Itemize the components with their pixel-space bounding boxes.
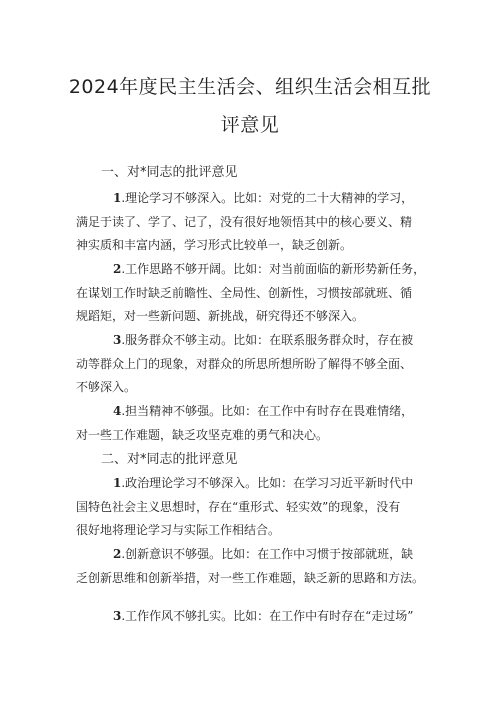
paragraph-line: 对一些工作难题，缺乏攻坚克难的勇气和决心。 [76,428,329,442]
item-number: 4 [113,404,122,418]
item-number: 3 [113,333,122,347]
item-number: 1 [113,476,122,490]
paragraph-text: .服务群众不够主动。比如：在联系服务群众时，存在被 [121,333,414,347]
paragraph-line: 不够深入。 [76,380,137,394]
paragraph-line: 规蹈矩，对一些新问题、新挑战，研究得还不够深入。 [76,309,365,323]
paragraph-line [113,474,436,491]
item-number: 2 [113,262,122,276]
paragraph-text: .工作思路不够开阔。比如：对当前面临的新形势新任务， [121,262,426,276]
paragraph-line [113,545,436,562]
paragraph-line: 神实质和丰富内涵，学习形式比较单一，缺乏创新。 [76,238,353,252]
paragraph-line: 在谋划工作时缺乏前瞻性、全局性、创新性，习惯按部就班、循 [76,286,413,300]
paragraph-text: .工作作风不够扎实。比如：在工作中有时存在“走过场” [121,609,414,623]
paragraph-line [113,607,436,624]
paragraph-line [113,260,436,277]
document-title-line-1: 2024年度民主生活会、组织生活会相互批 [68,76,432,98]
item-number: 3 [113,609,122,623]
paragraph-line: 乏创新思维和创新举措，对一些工作难题，缺乏新的思路和方法。 [76,571,425,585]
paragraph-line: 动等群众上门的现象，对群众的所思所想所盼了解得不够全面、 [76,357,413,371]
section-1-heading: 一、对*同志的批评意见 [101,165,238,180]
paragraph-line: 很好地将理论学习与实际工作相结合。 [76,523,281,537]
document-title-line-2: 评意见 [220,114,280,136]
paragraph-text: .政治理论学习不够深入。比如：在学习习近平新时代中 [121,476,414,490]
paragraph-line: 国特色社会主义思想时，存在“重形式、轻实效”的现象，没有 [76,500,401,514]
paragraph-line: 满足于读了、学了、记了，没有很好地领悟其中的核心要义、精 [76,215,413,229]
paragraph-line [113,189,436,206]
section-2-heading: 二、对*同志的批评意见 [101,452,238,467]
paragraph-line [113,331,436,348]
item-number: 1 [113,191,122,205]
paragraph-text: .创新意识不够强。比如：在工作中习惯于按部就班，缺 [121,547,414,561]
paragraph-line [113,402,436,419]
paragraph-text: .理论学习不够深入。比如：对党的二十大精神的学习， [121,191,414,205]
item-number: 2 [113,547,122,561]
paragraph-text: .担当精神不够强。比如：在工作中有时存在畏难情绪， [121,404,414,418]
